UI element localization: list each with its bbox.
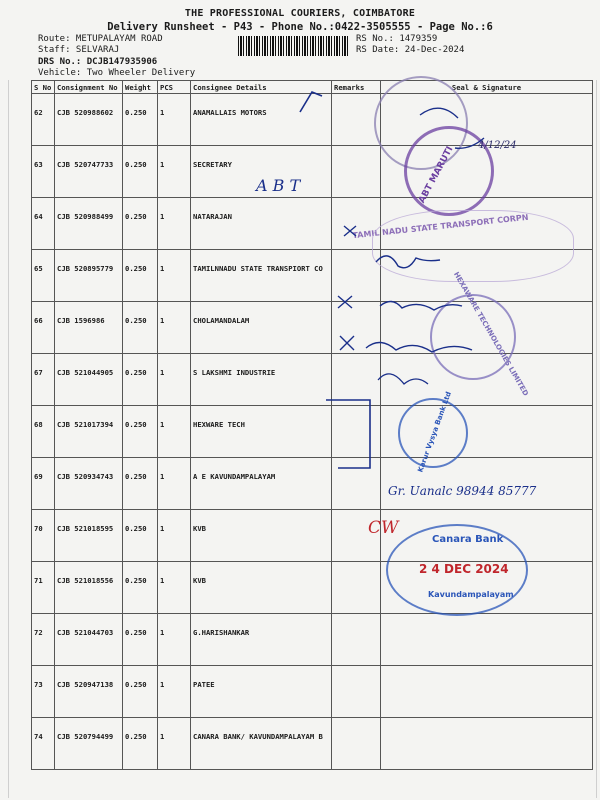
cell-pcs: 1 bbox=[158, 302, 191, 354]
vehicle-label: Vehicle: Two Wheeler Delivery bbox=[38, 68, 196, 78]
cell-consignment: CJB 520934743 bbox=[55, 458, 123, 510]
cell-weight: 0.250 bbox=[123, 510, 158, 562]
cell-sno: 63 bbox=[32, 146, 55, 198]
cell-consignment: CJB 521018556 bbox=[55, 562, 123, 614]
cross-mark bbox=[338, 296, 352, 308]
cell-weight: 0.250 bbox=[123, 250, 158, 302]
cell-weight: 0.250 bbox=[123, 198, 158, 250]
signature-stroke bbox=[420, 108, 458, 118]
cell-sno: 68 bbox=[32, 406, 55, 458]
cell-weight: 0.250 bbox=[123, 302, 158, 354]
rs-date-label: RS Date: 24-Dec-2024 bbox=[356, 45, 465, 55]
cell-consignee: SECRETARY bbox=[191, 146, 332, 198]
rs-no-label: RS No.: 1479359 bbox=[356, 34, 438, 44]
cell-pcs: 1 bbox=[158, 562, 191, 614]
tick-mark bbox=[300, 92, 322, 112]
cell-consignment: CJB 521044703 bbox=[55, 614, 123, 666]
cell-sno: 70 bbox=[32, 510, 55, 562]
cell-consignee: CANARA BANK/ KAVUNDAMPALAYAM B bbox=[191, 718, 332, 770]
col-seal: Seal & Signature bbox=[381, 81, 593, 94]
col-consignment: Consignment No bbox=[55, 81, 123, 94]
cell-weight: 0.250 bbox=[123, 146, 158, 198]
cell-weight: 0.250 bbox=[123, 718, 158, 770]
company-name: THE PROFESSIONAL COURIERS, COIMBATORE bbox=[184, 8, 416, 19]
cell-consignee: PATEE bbox=[191, 666, 332, 718]
cell-consignment: CJB 520747733 bbox=[55, 146, 123, 198]
cell-pcs: 1 bbox=[158, 198, 191, 250]
cell-consignee: G.HARISHANKAR bbox=[191, 614, 332, 666]
col-consignee: Consignee Details bbox=[191, 81, 332, 94]
cell-consignee: TAMILNNADU STATE TRANSPIORT CO bbox=[191, 250, 332, 302]
cell-pcs: 1 bbox=[158, 406, 191, 458]
cell-consignment: CJB 520988499 bbox=[55, 198, 123, 250]
cell-pcs: 1 bbox=[158, 354, 191, 406]
cell-consignment: CJB 521044905 bbox=[55, 354, 123, 406]
handwritten-cw: CW bbox=[368, 518, 399, 538]
cell-weight: 0.250 bbox=[123, 562, 158, 614]
cell-sno: 74 bbox=[32, 718, 55, 770]
signature-stroke bbox=[366, 342, 472, 352]
cell-sno: 64 bbox=[32, 198, 55, 250]
canara-stamp-branch: Kavundampalayam bbox=[428, 590, 514, 599]
cell-consignment: CJB 1596986 bbox=[55, 302, 123, 354]
cell-sno: 65 bbox=[32, 250, 55, 302]
cell-sno: 66 bbox=[32, 302, 55, 354]
cross-mark bbox=[340, 336, 354, 350]
cell-consignment: CJB 521018595 bbox=[55, 510, 123, 562]
hexaware-stamp-text: HEXAWARE TECHNOLOGIES LIMITED bbox=[451, 270, 530, 398]
cell-pcs: 1 bbox=[158, 146, 191, 198]
handwritten-phone-note: Gr. Uanalc 98944 85777 bbox=[388, 484, 537, 498]
cell-weight: 0.250 bbox=[123, 354, 158, 406]
signature-stroke bbox=[380, 301, 462, 310]
cell-consignment: CJB 521017394 bbox=[55, 406, 123, 458]
cell-consignment: CJB 520988602 bbox=[55, 94, 123, 146]
cell-sno: 73 bbox=[32, 666, 55, 718]
col-sno: S No bbox=[32, 81, 55, 94]
cell-weight: 0.250 bbox=[123, 94, 158, 146]
col-remarks: Remarks bbox=[332, 81, 381, 94]
bracket-mark bbox=[326, 400, 370, 468]
cell-sno: 71 bbox=[32, 562, 55, 614]
cell-pcs: 1 bbox=[158, 250, 191, 302]
cross-mark bbox=[344, 226, 356, 236]
col-weight: Weight bbox=[123, 81, 158, 94]
cell-consignee: CHOLAMANDALAM bbox=[191, 302, 332, 354]
cell-weight: 0.250 bbox=[123, 614, 158, 666]
cell-consignee: A E KAVUNDAMPALAYAM bbox=[191, 458, 332, 510]
cell-consignment: CJB 520794499 bbox=[55, 718, 123, 770]
signature-stroke bbox=[376, 256, 440, 268]
cell-pcs: 1 bbox=[158, 94, 191, 146]
cell-consignment: CJB 520895779 bbox=[55, 250, 123, 302]
cell-consignee: HEXWARE TECH bbox=[191, 406, 332, 458]
cell-weight: 0.250 bbox=[123, 406, 158, 458]
signature-stroke bbox=[455, 138, 484, 148]
cell-sno: 67 bbox=[32, 354, 55, 406]
cell-pcs: 1 bbox=[158, 614, 191, 666]
maruti-stamp-text: ABT MARUTI bbox=[417, 144, 456, 206]
cell-pcs: 1 bbox=[158, 666, 191, 718]
cell-pcs: 1 bbox=[158, 510, 191, 562]
cell-consignee: KVB bbox=[191, 562, 332, 614]
tnstc-stamp-text: TAMIL NADU STATE TRANSPORT CORPN bbox=[352, 212, 529, 241]
cell-consignee: NATARAJAN bbox=[191, 198, 332, 250]
runsheet-title: Delivery Runsheet - P43 - Phone No.:0422-3505555 - Page No.:6 bbox=[107, 21, 493, 33]
cell-sno: 69 bbox=[32, 458, 55, 510]
canara-stamp-name: Canara Bank bbox=[432, 534, 504, 545]
cell-weight: 0.250 bbox=[123, 666, 158, 718]
cell-pcs: 1 bbox=[158, 458, 191, 510]
cell-sno: 72 bbox=[32, 614, 55, 666]
staff-label: Staff: SELVARAJ bbox=[38, 45, 120, 55]
signature-stroke bbox=[378, 374, 428, 384]
cell-consignee: S LAKSHMI INDUSTRIE bbox=[191, 354, 332, 406]
route-label: Route: METUPALAYAM ROAD bbox=[38, 34, 163, 44]
cell-sno: 62 bbox=[32, 94, 55, 146]
cell-weight: 0.250 bbox=[123, 458, 158, 510]
canara-stamp-date: 2 4 DEC 2024 bbox=[419, 562, 509, 576]
col-pcs: PCS bbox=[158, 81, 191, 94]
cell-pcs: 1 bbox=[158, 718, 191, 770]
kvb-stamp-text: Karur Vysya Bank Ltd bbox=[416, 390, 453, 474]
handwritten-abt: A B T bbox=[256, 176, 301, 195]
cell-consignee: KVB bbox=[191, 510, 332, 562]
cell-consignee: ANAMALLAIS MOTORS bbox=[191, 94, 332, 146]
drs-label: DRS No.: DCJB147935906 bbox=[38, 57, 158, 67]
cell-consignment: CJB 520947138 bbox=[55, 666, 123, 718]
handwritten-date: 4/12/24 bbox=[478, 140, 517, 151]
